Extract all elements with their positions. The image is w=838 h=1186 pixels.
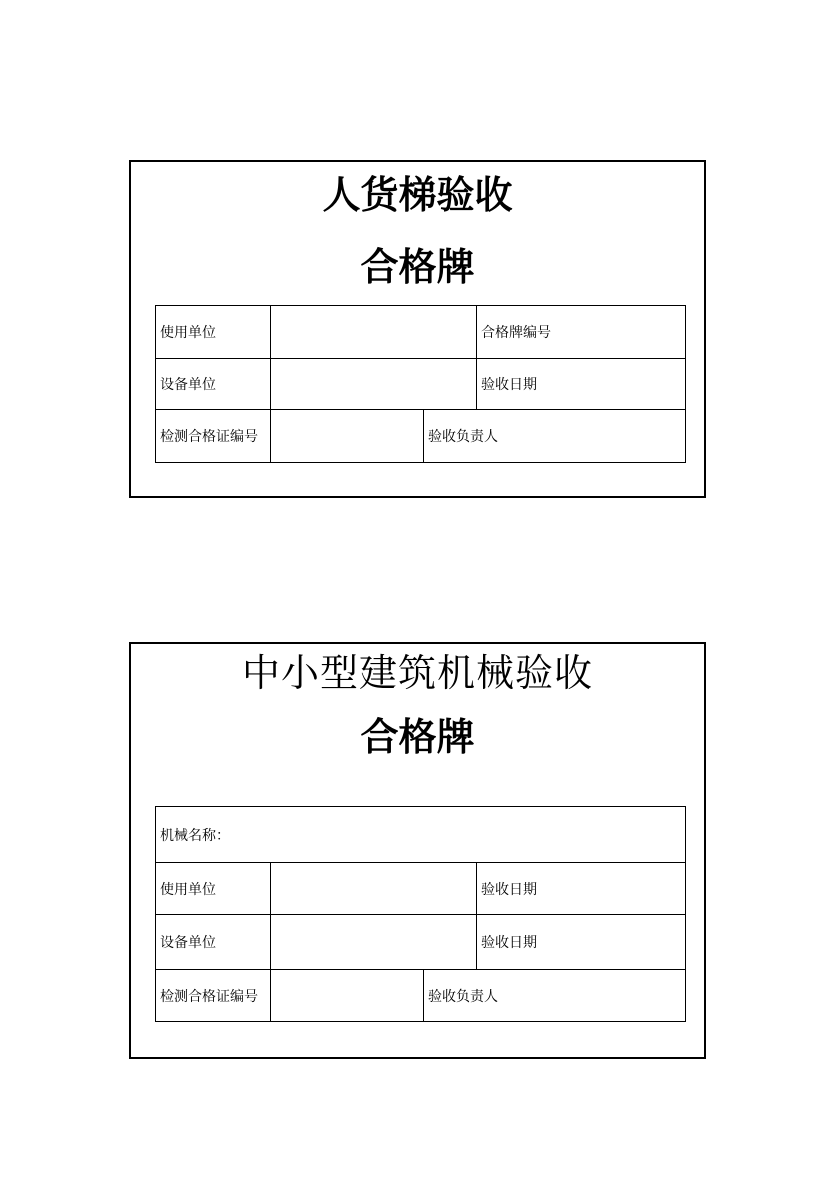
label-using-unit: 使用单位 <box>160 325 216 341</box>
label-acceptance-date: 验收日期 <box>481 881 537 898</box>
label-acceptance-date-2: 验收日期 <box>481 935 537 951</box>
card-title-line2: 合格牌 <box>360 244 475 289</box>
info-table <box>155 305 686 463</box>
label-certificate-number: 检测合格证编号 <box>160 429 258 445</box>
value-certificate-number[interactable] <box>271 970 423 1021</box>
value-using-unit[interactable] <box>271 306 476 358</box>
card-title-line1: 中小型建筑机械验收 <box>241 651 593 695</box>
value-equipment-unit[interactable] <box>271 915 476 969</box>
value-certificate-number[interactable] <box>271 410 423 462</box>
card-title-line2: 合格牌 <box>360 714 475 759</box>
card-title-line1: 人货梯验收 <box>322 172 513 217</box>
value-using-unit[interactable] <box>271 863 476 914</box>
acceptance-card-hoist <box>129 160 706 498</box>
label-certificate-number: 检测合格证编号 <box>160 988 258 1005</box>
acceptance-card-machinery <box>129 642 706 1059</box>
label-equipment-unit: 设备单位 <box>160 377 216 393</box>
label-equipment-unit: 设备单位 <box>160 935 216 951</box>
value-equipment-unit[interactable] <box>271 359 476 409</box>
label-plate-number: 合格牌编号 <box>481 325 551 341</box>
label-acceptance-lead: 验收负责人 <box>428 988 498 1005</box>
label-acceptance-lead: 验收负责人 <box>428 429 498 445</box>
label-using-unit: 使用单位 <box>160 881 216 898</box>
label-machine-name: 机械名称： <box>160 827 230 844</box>
info-table <box>155 806 686 1022</box>
label-acceptance-date: 验收日期 <box>481 377 537 393</box>
